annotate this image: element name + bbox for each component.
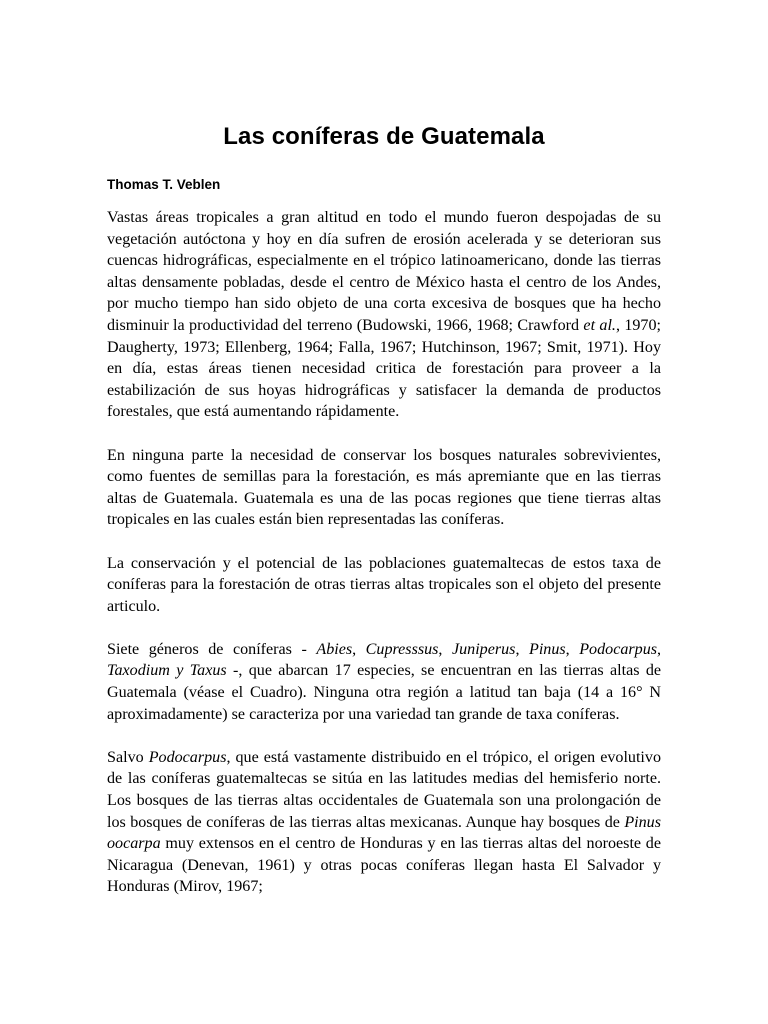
italic-text-segment: Podocarpus (579, 640, 657, 658)
text-segment: , (352, 640, 366, 658)
text-segment: , (565, 640, 580, 658)
text-segment: , (657, 640, 662, 658)
text-segment: La conservación y el potencial de las poblaciones guatemaltecas de estos taxa de coníferas para la forestación de otras tierras altas tropicales son el objeto del presente articulo. (107, 554, 661, 615)
text-segment: , (438, 640, 452, 658)
italic-text-segment: Abies (316, 640, 353, 658)
italic-text-segment: Pinus oocarpa (107, 813, 661, 853)
text-segment: Siete géneros de coníferas - (107, 640, 317, 658)
italic-text-segment: Juniperus (451, 640, 516, 658)
italic-text-segment: Podocarpus (148, 748, 227, 766)
text-segment: , que está vastamente distribuido en el trópico, el origen evolutivo de las coníferas guatemaltecas se sitúa en las latitudes medias del hemisferio norte. Los bosques de las tierras altas occidentales de Guatemala son una prolongación de los bosques de coníferas de las tierras altas mexicanas. Aunque hay bosques de (107, 748, 661, 831)
paragraph (107, 553, 661, 618)
text-segment: Salvo (107, 748, 149, 766)
text-segment: , 1970; Daugherty, 1973; Ellenberg, 1964; Falla, 1967; Hutchinson, 1967; Smit, 1971). Hoy en día, estas áreas tienen necesidad critica de forestación para proveer a la estabilización de sus hoyas hidrográficas y satisfacer la demanda de productos forestales, que está aumentando rápidamente. (107, 316, 661, 421)
text-segment: , (515, 640, 529, 658)
paragraph (107, 639, 661, 725)
text-segment: En ninguna parte la necesidad de conservar los bosques naturales sobrevivientes, como fuentes de semillas para la forestación, es más apremiante que en las tierras altas de Guatemala. Guatemala es una de las pocas regiones que tiene tierras altas tropicales en las cuales están bien representadas las coníferas. (107, 446, 661, 529)
paragraph (107, 747, 661, 898)
italic-text-segment: Taxodium y Taxus (107, 662, 227, 680)
italic-text-segment: Pinus (529, 640, 566, 658)
document-author: Thomas T. Veblen (107, 177, 221, 192)
paragraph (107, 207, 661, 423)
text-segment: -, que abarcan 17 especies, se encuentran en las tierras altas de Guatemala (véase el Cuadro). Ninguna otra región a latitud tan baja (14 a 16° N aproximadamente) se caracteriza por una variedad tan grande de taxa coníferas. (107, 662, 662, 723)
document-body (107, 207, 661, 920)
italic-text-segment: et al. (583, 316, 616, 334)
document-title: Las coníferas de Guatemala (223, 123, 545, 150)
text-segment: muy extensos en el centro de Honduras y en las tierras altas del noroeste de Nicaragua (Denevan, 1961) y otras pocas coníferas llegan hasta El Salvador y Honduras (Mirov, 1967; (107, 835, 661, 896)
italic-text-segment: Cupresssus (365, 640, 439, 658)
text-segment: Vastas áreas tropicales a gran altitud en todo el mundo fueron despojadas de su vegetación autóctona y hoy en día sufren de erosión acelerada y se deterioran sus cuencas hidrográficas, especialmente en el trópico latinoamericano, donde las tierras altas densamente pobladas, desde el centro de México hasta el centro de los Andes, por mucho tiempo han sido objeto de una corta excesiva de bosques que ha hecho disminuir la productividad del terreno (Budowski, 1966, 1968; Crawford (107, 209, 661, 334)
paragraph (107, 445, 661, 531)
